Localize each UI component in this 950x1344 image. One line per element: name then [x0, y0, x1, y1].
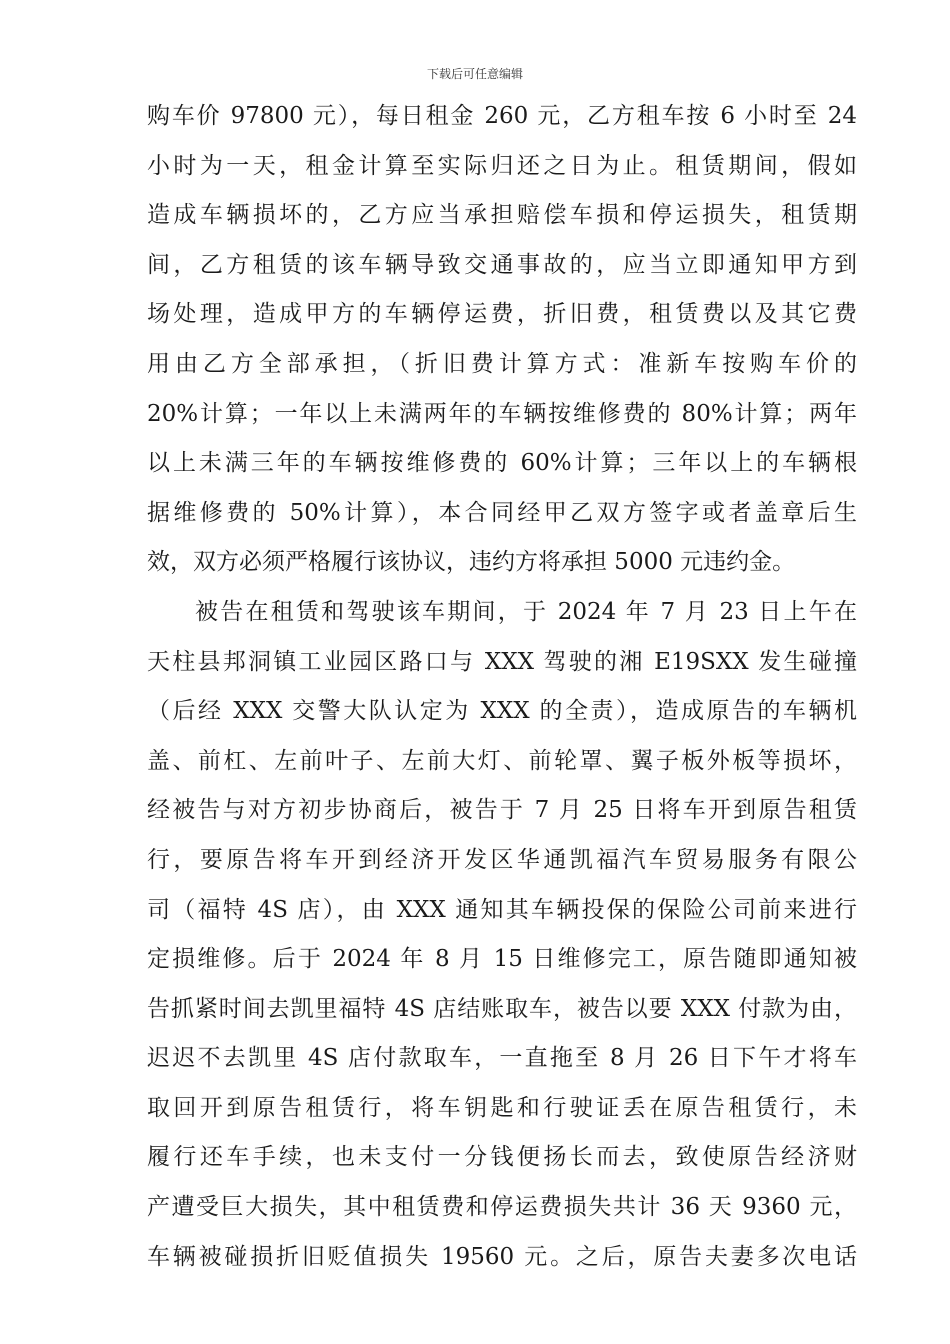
- text-line: 经被告与对方初步协商后，被告于 7 月 25 日将车开到原告租赁: [147, 797, 857, 824]
- text-line: 车辆被碰损折旧贬值损失 19560 元。之后，原告夫妻多次电话: [147, 1243, 857, 1270]
- text-line: 行，要原告将车开到经济开发区华通凯福汽车贸易服务有限公: [147, 846, 857, 873]
- text-line: （后经 XXX 交警大队认定为 XXX 的全责），造成原告的车辆机: [147, 698, 857, 725]
- text-line: 用由乙方全部承担，（折旧费计算方式：准新车按购车价的: [147, 350, 857, 377]
- text-line: 迟迟不去凯里 4S 店付款取车，一直拖至 8 月 26 日下午才将车: [147, 1045, 857, 1072]
- text-line: 天柱县邦洞镇工业园区路口与 XXX 驾驶的湘 E19SXX 发生碰撞: [147, 648, 857, 675]
- document-body: [147, 92, 857, 1282]
- text-line-paragraph-end: 效，双方必须严格履行该协议，违约方将承担 5000 元违约金。: [147, 549, 796, 576]
- text-line: 20%计算；一年以上未满两年的车辆按维修费的 80%计算；两年: [147, 400, 857, 427]
- text-line: 司（福特 4S 店），由 XXX 通知其车辆投保的保险公司前来进行: [147, 896, 857, 923]
- text-line: 购车价 97800 元），每日租金 260 元，乙方租车按 6 小时至 24: [147, 103, 857, 129]
- text-line: 造成车辆损坏的，乙方应当承担赔偿车损和停运损失，租赁期: [147, 202, 857, 229]
- page-header-note: 下载后可任意编辑: [426, 67, 523, 81]
- text-line-paragraph-start: 被告在租赁和驾驶该车期间，于 2024 年 7 月 23 日上午在: [195, 598, 857, 625]
- text-line: 产遭受巨大损失，其中租赁费和停运费损失共计 36 天 9360 元，: [147, 1194, 857, 1221]
- text-line: 间，乙方租赁的该车辆导致交通事故的，应当立即通知甲方到: [147, 251, 857, 278]
- text-line: 告抓紧时间去凯里福特 4S 店结账取车，被告以要 XXX 付款为由，: [147, 995, 857, 1022]
- text-line: 场处理，造成甲方的车辆停运费，折旧费，租赁费以及其它费: [147, 301, 857, 328]
- text-line: 据维修费的 50%计算），本合同经甲乙双方签字或者盖章后生: [147, 499, 857, 526]
- text-line: 履行还车手续，也未支付一分钱便扬长而去，致使原告经济财: [147, 1144, 857, 1171]
- text-line: 以上未满三年的车辆按维修费的 60%计算；三年以上的车辆根: [147, 450, 857, 477]
- text-line: 定损维修。后于 2024 年 8 月 15 日维修完工，原告随即通知被: [147, 946, 857, 973]
- text-line: 取回开到原告租赁行，将车钥匙和行驶证丢在原告租赁行，未: [147, 1094, 857, 1121]
- text-line: 盖、前杠、左前叶子、左前大灯、前轮罩、翼子板外板等损坏，: [147, 747, 857, 774]
- text-line: 小时为一天，租金计算至实际归还之日为止。租赁期间，假如: [147, 152, 857, 179]
